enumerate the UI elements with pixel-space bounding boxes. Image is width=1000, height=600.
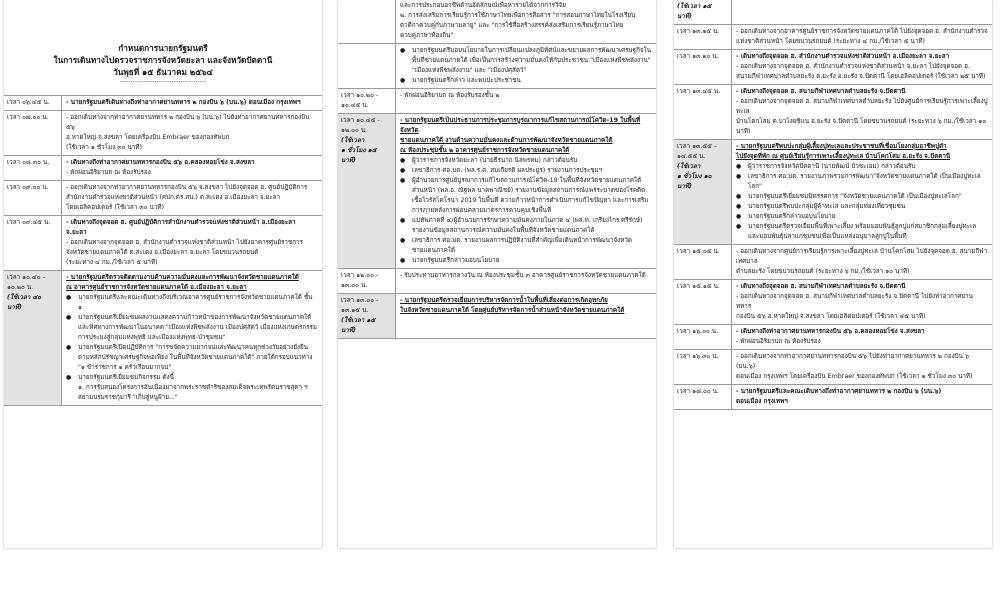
time-label: เวลา ๑๖.๐๐ น. xyxy=(677,328,719,335)
bullet-text: นายกรัฐมนตรีเยี่ยมชมนิทรรศการ "จังหวัดชายแดนภาคใต้ เป็นเมืองปูทะเลโลก" xyxy=(748,193,962,200)
time-cell xyxy=(4,271,62,405)
bullet-text: นายกรัฐมนตรีกล่าว และพบปะประชาชน xyxy=(412,77,521,84)
activity-line: - พักผ่อนอิริยาบถ ณ ห้องรับรองชั้น ๒ xyxy=(400,92,500,99)
bullet-item xyxy=(400,156,652,166)
activity-line: ควบคู่ภาษาท้องถิ่น" xyxy=(400,32,454,39)
time-cell xyxy=(4,111,62,155)
activity-line: - เดินทางถึงจุดจอด ฮ. สำนักงานตำรวจแห่งชาติส่วนหน้า อ.เมืองยะลา จ.ยะลา xyxy=(736,53,950,60)
time-label: เวลา ๐๖.๔๕ น. xyxy=(7,99,50,106)
schedule-row xyxy=(674,279,992,325)
activity-cell xyxy=(396,294,656,338)
time-label: เวลา ๑๓.๔๕ น. xyxy=(677,88,721,95)
bullet-icon: ● xyxy=(400,77,406,84)
activity-line: - ออกเดินทางจากท่าอากาศยานทหารกองบิน ๕๖ ไปยังท่าอากาศยานทหาร ๒ กองบิน ๖ (บน.๖) xyxy=(736,353,969,370)
bullet-item xyxy=(736,162,988,172)
schedule-row xyxy=(338,113,656,269)
time-end-label: ๑๐.๔๕ น. xyxy=(341,102,369,109)
time-cell xyxy=(4,96,62,110)
activity-line: - นายกรัฐมนตรีและคณะเดินทางถึงท่าอากาศยานทหาร ๒ กองบิน ๖ (บน.๖) xyxy=(736,388,942,395)
time-label: เวลา ๑๓.๒๐ น. xyxy=(677,53,719,60)
time-label: เวลา ๐๗.๐๐ น. xyxy=(7,114,49,121)
bullet-text: แม่ทัพภาคที่ ๔/ผู้อำนวยการรักษาความมั่นคงภายในภาค ๔ (พล.ท. เกรียงไกร ศรีรักษ์) รายงานข้อมูลสถานการณ์ความมั่นคงในพื้นที่จังหวัดชายแดนภาคใต้ xyxy=(412,217,643,234)
activity-line: - นายกรัฐมนตรีพบปะกลุ่มผู้เลี้ยงปูทะเลและประชาชนที่เชื่อมโยงกลุ่มอาชีพปูดำ xyxy=(736,143,947,150)
time-cell xyxy=(338,0,396,43)
schedule-row xyxy=(338,0,656,44)
activity-line: ณ อาคารศูนย์ราชการจังหวัดชายแดนภาคใต้ อ.เมืองยะลา จ.ยะลา xyxy=(66,284,247,291)
activity-cell xyxy=(732,245,992,279)
schedule-row xyxy=(338,43,656,89)
schedule-row xyxy=(4,110,322,156)
activity-line: สนามกีฬาเทศบาลตำบลยะรัง ต.ยะรัง อ.ยะรัง จ.ปัตตานี โดยเฮลิคอปเตอร์ (ใช้เวลา ๒๕ นาที) xyxy=(736,73,986,80)
time-cell xyxy=(674,85,732,139)
activity-line: ตำบลยะรัง โดยขบวนรถยนต์ (ระยะทาง ๖ กม./ใช้เวลา ๑๐ นาที) xyxy=(736,268,910,275)
bullet-item xyxy=(66,373,318,383)
bullet-icon: ● xyxy=(400,47,406,54)
time-label: เวลา ๑๖.๓๐ น. xyxy=(677,353,719,360)
schedule-row xyxy=(674,139,992,245)
time-cell xyxy=(674,325,732,349)
time-end-label: ๑๓.๐๐ น. xyxy=(341,282,368,289)
bullet-icon: ● xyxy=(400,167,406,174)
bullet-item xyxy=(400,166,652,176)
bullet-text: นายกรัฐมนตรีและคณะเดินทางถึงบริเวณอาคารศูนย์ราชการจังหวัดชายแดนภาคใต้ ชั้น ๑ xyxy=(78,294,313,311)
activity-line: - พักผ่อนอิริยาบถ ณ ห้องรับรอง xyxy=(736,338,821,345)
bullet-item xyxy=(736,202,988,212)
bullet-icon: ● xyxy=(736,223,742,230)
activity-cell xyxy=(396,114,656,268)
activity-line: - นายกรัฐมนตรีเดินทางถึงท่าอากาศยานทหาร ๒ กองบิน ๖ (บน.๖) ดอนเมือง กรุงเทพฯ xyxy=(66,99,301,106)
title-line-2: ในการเดินทางไปตรวจราชการจังหวัดยะลา และจังหวัดปัตตานี xyxy=(53,55,273,65)
duration-label: (ใช้เวลา xyxy=(341,137,365,144)
bullet-item xyxy=(400,76,652,86)
time-label: เวลา ๑๐.๔๐ – xyxy=(7,274,46,281)
page-1 xyxy=(4,0,322,548)
duration-label: (ใช้เวลา xyxy=(677,163,701,170)
activity-line: - ออกเดินทางจากศูนย์การเรียนรู้การเพาะเลี้ยงปูทะเล บ้านโคกโสม ไปยังจุดจอด ฮ. สนามกีฬาเทศบาล xyxy=(736,248,988,265)
bullet-icon: ● xyxy=(736,213,742,220)
activity-line: กองบิน ๕๖ อ.หาดใหญ่ จ.สงขลา โดยเฮลิคอปเตอร์ (ใช้เวลา ๔๕ นาที) xyxy=(736,313,926,320)
page-2 xyxy=(338,0,656,548)
bullet-item xyxy=(736,222,988,242)
activity-cell xyxy=(732,50,992,84)
bullet-item xyxy=(400,256,652,266)
time-cell xyxy=(674,50,732,84)
time-label: เวลา ๐๙.๔๕ น. xyxy=(7,219,51,226)
schedule-row xyxy=(674,49,992,85)
time-label: (ใช้เวลา ๑๕ นาที) xyxy=(677,3,712,20)
time-end-label: ๑๒.๐๐ น. xyxy=(341,127,368,134)
activity-line: (ใช้เวลา ๑ ชั่วโมง ๓๐ นาที) xyxy=(66,144,142,151)
time-cell xyxy=(674,385,732,409)
activity-line: ไปยังจุดที่พัก ณ ศูนย์เรียนรู้การเพาะเลี้ยงปูทะเล บ้านโคกโสม อ.ยะรัง จ.ปัตตานี xyxy=(736,153,951,160)
schedule-row xyxy=(4,180,322,216)
schedule-table-2 xyxy=(338,0,656,339)
time-cell xyxy=(674,140,732,244)
time-cell xyxy=(4,216,62,270)
schedule-row xyxy=(338,88,656,114)
activity-line: (ระยะทาง ๔ กม./ใช้เวลา ๕ นาที) xyxy=(66,259,158,266)
bullet-item xyxy=(66,343,318,373)
time-cell xyxy=(4,181,62,215)
activity-line: - พักผ่อนอิริยาบถ ณ ห้องรับรอง xyxy=(66,169,151,176)
activity-cell xyxy=(396,44,656,88)
activity-line: - รับประทานอาหารกลางวัน ณ ห้องประชุมชั้น ๓ อาคารศูนย์ราชการจังหวัดชายแดนภาคใต้ xyxy=(400,272,646,279)
activity-cell xyxy=(732,85,992,139)
schedule-row xyxy=(4,155,322,181)
bullet-icon: ● xyxy=(66,294,72,301)
activity-line: - ออกเดินทางจากอาคารศูนย์ราชการจังหวัดชายแดนภาคใต้ ไปยังจุดจอด ฮ. สำนักงานตำรวจ xyxy=(736,28,988,35)
time-cell xyxy=(338,294,396,338)
bullet-icon: ● xyxy=(736,173,742,180)
schedule-table-3 xyxy=(674,0,992,410)
bullet-item xyxy=(736,212,988,222)
time-label: เวลา ๑๕.๑๕ น. xyxy=(677,283,720,290)
time-label: เวลา ๑๓.๑๕ น. xyxy=(677,28,720,35)
duration-label: ๑ ชั่วโมง ๑๐ นาที) xyxy=(677,173,712,190)
schedule-table-1 xyxy=(4,90,322,406)
title-divider: ---------------------------------------- xyxy=(119,78,207,85)
bullet-item xyxy=(400,236,652,256)
bullet-text: นายกรัฐมนตรีกล่าวมอบนโยบาย xyxy=(412,257,500,264)
time-label: เวลา ๐๙.๐๐ น. xyxy=(7,184,49,191)
time-cell xyxy=(338,114,396,268)
activity-line: จังหวัดชายแดนภาคใต้ ต.สะเตง อ.เมืองยะลา จ.ยะลา โดยขบวนรถยนต์ xyxy=(66,249,259,256)
activity-cell xyxy=(732,25,992,49)
activity-cell xyxy=(732,385,992,409)
schedule-row xyxy=(4,95,322,111)
bullet-item xyxy=(400,176,652,216)
bullet-item xyxy=(736,172,988,192)
activity-line: - ออกเดินทางจากจุดจอด ฮ. สำนักงานตำรวจแห่งชาติส่วนหน้า ไปยังอาคารศูนย์ราชการ xyxy=(66,239,303,246)
time-label: เวลา ๑๘.๐๐ น. xyxy=(677,388,719,395)
title-line-3: วันพุธที่ ๑๕ ธันวาคม ๒๕๖๔ xyxy=(113,67,213,77)
schedule-row xyxy=(674,84,992,140)
schedule-row xyxy=(674,244,992,280)
activity-cell xyxy=(62,271,322,405)
activity-line: โดยเฮลิคอปเตอร์ (ใช้เวลา ๓๐ นาที) xyxy=(66,204,164,211)
activity-cell xyxy=(62,181,322,215)
activity-line: แห่งชาติส่วนหน้า โดยขบวนรถยนต์ (ระยะทาง ๔ กม./ใช้เวลา ๕ นาที) xyxy=(736,38,925,45)
time-cell xyxy=(338,269,396,293)
activity-line: - เดินทางถึงจุดจอด ฮ. สนามกีฬาเทศบาลตำบลยะรัง จ.ปัตตานี xyxy=(736,283,906,290)
bullet-icon: ● xyxy=(400,177,406,184)
bullet-icon: ● xyxy=(736,203,742,210)
activity-line: - เดินทางถึงท่าอากาศยานทหารกองบิน ๕๖ อ.คลองหอยโข่ง จ.สงขลา xyxy=(66,159,255,166)
time-cell xyxy=(338,44,396,88)
activity-cell xyxy=(732,325,992,349)
time-cell xyxy=(4,156,62,180)
page-3 xyxy=(674,0,992,548)
schedule-row xyxy=(674,0,992,25)
bullet-item xyxy=(400,216,652,236)
activity-line: ๒. การส่งเสริมการเรียนรู้การใช้ภาษาไทยเพื่อการสื่อสาร "การสอนภาษาไทยในโรงเรียน xyxy=(400,12,636,19)
time-end-label: ๑๓.๑๕ น. xyxy=(341,307,369,314)
activity-line: - นายกรัฐมนตรีตรวจเยี่ยมการบริหารจัดการน้ำในพื้นที่เสี่ยงต่อการเกิดอุทกภัย xyxy=(400,297,608,304)
schedule-row xyxy=(674,384,992,410)
bullet-icon: ● xyxy=(400,237,406,244)
time-cell xyxy=(674,245,732,279)
bullet-item xyxy=(736,192,988,202)
schedule-row xyxy=(4,215,322,271)
activity-line: สำนักงานตำรวจแห่งชาติส่วนหน้า (ศปก.ตร.สน.) ต.สะเตง อ.เมืองยะลา จ.ยะลา xyxy=(66,194,281,201)
time-label: เวลา ๐๘.๓๐ น. xyxy=(7,159,50,166)
activity-cell xyxy=(62,216,322,270)
activity-line: ดอนเมือง กรุงเทพฯ โดยเครื่องบิน Embraer ของกองทัพบก (ใช้เวลา ๑ ชั่วโมง ๓๐ นาที) xyxy=(736,373,973,380)
time-end-label: ๑๔.๕๕ น. xyxy=(677,153,706,160)
activity-line: - ออกเดินทางจากจุดจอด ฮ. สำนักงานตำรวจแห่งชาติส่วนหน้า จ.ยะลา ไปยังจุดจอด ฮ. xyxy=(736,63,970,70)
activity-line: ตาดีกาควบคู่กับภาษามลายู" และ "การใช้สื่อสร้างสรรค์ส่งเสริมการเรียนรู้ภาษาไทย xyxy=(400,22,624,29)
bullet-text: เลขาธิการ ศอ.บต. รายงานภาพรวมการพัฒนา"จังหวัดชายแดนภาคใต้ เป็นเมืองปูทะเลโลก" xyxy=(748,173,981,190)
bullet-text: นายกรัฐมนตรีเปิดปฏิบัติการ "การขจัดความยากจนและพัฒนาคนทุกช่วงวัยอย่างยั่งยืน ตามหลักปรัชญาเศรษฐกิจพอเพียง ในพื้นที่จังหวัดชายแดนภาคใต้" ภายใต้กรอบแนวทาง "๑ ข้าราชการ ๑ ครัวเรือนยากจน" xyxy=(78,344,313,371)
activity-line: - ออกเดินทางจากจุดจอด ฮ. สนามกีฬาเทศบาลตำบลยะรัง จ.ปัตตานี ไปยังท่าอากาศยานทหาร xyxy=(736,293,973,310)
schedule-row xyxy=(338,268,656,294)
activity-line: อ.หาดใหญ่ จ.สงขลา โดยเครื่องบิน Embraer ของกองทัพบก xyxy=(66,134,230,141)
bullet-icon: ● xyxy=(736,163,742,170)
activity-cell xyxy=(732,0,992,24)
activity-cell xyxy=(732,350,992,384)
time-label: เวลา ๑๐.๒๐ - xyxy=(341,92,379,99)
time-label: เวลา ๑๓.๐๐ - xyxy=(341,297,379,304)
activity-line: - เดินทางถึงจุดจอด ฮ. ศูนย์ปฏิบัติการสำนักงานตำรวจแห่งชาติส่วนหน้า อ.เมืองยะลา จ.ยะลา xyxy=(66,219,296,236)
bullet-text: นายกรัฐมนตรีตรวจเยี่ยมพื้นที่เพาะเลี้ยง พร้อมมอบพันธุ์ลูกปูแก่สมาชิกกลุ่มเลี้ยงปูทะเล และมอบพันธุ์ปลาแก่ชุมชนเพื่อเป็นแหล่งอนุบาลลูกปูในพื้นที่ xyxy=(748,223,977,240)
time-label: เวลา ๑๓.๕๕ – xyxy=(677,143,718,150)
time-cell xyxy=(674,280,732,324)
bullet-item xyxy=(400,46,652,76)
bullet-icon: ● xyxy=(66,344,72,351)
document-title xyxy=(4,0,322,78)
activity-line: ในจังหวัดชายแดนภาคใต้ โดยศูนย์บริหารจัดการน้ำส่วนหน้าจังหวัดชายแดนภาคใต้ xyxy=(400,307,625,314)
activity-line: และการประกอบอาชีพด้านอัตลักษณ์เพื่อหารายได้จากการวิจัย xyxy=(400,2,566,9)
activity-line: บ้านโคกโสม ต.บาโงยซิแน อ.ยะรัง จ.ปัตตานี โดยขบวนรถยนต์ (ระยะทาง ๖ กม./ใช้เวลา ๑๐ นาที) xyxy=(736,118,987,135)
time-label: เวลา ๑๕.๐๕ น. xyxy=(677,248,720,255)
schedule-row xyxy=(338,293,656,339)
time-cell xyxy=(674,25,732,49)
time-end-label: ๑๐.๒๐ น. xyxy=(7,284,34,291)
bullet-icon: ● xyxy=(736,193,742,200)
bullet-item xyxy=(66,293,318,313)
bullet-text: นายกรัฐมนตรีเยี่ยมชมกิจกรรม ดังนี้ xyxy=(78,374,174,381)
bullet-text: นายกรัฐมนตรีพบปะกลุ่มผู้ค้าทะเล และกลุ่มท่องเที่ยวชุมชน xyxy=(748,203,906,210)
time-cell xyxy=(674,350,732,384)
bullet-icon: ● xyxy=(400,157,406,164)
schedule-row xyxy=(674,24,992,50)
activity-cell xyxy=(732,140,992,244)
schedule-row xyxy=(4,270,322,406)
activity-cell xyxy=(62,96,322,110)
sub-item: ๑. การรับสนองโครงการอันเนื่องมาจากพระราชดำริของสมเด็จพระเทพรัตนราชสุดา ฯ สยามบรมราชกุมารี "เก็บสู่หนูฝ้าย..." xyxy=(78,384,308,401)
time-cell xyxy=(338,89,396,113)
activity-cell xyxy=(62,111,322,155)
activity-line: - เดินทางถึงท่าอากาศยานทหารกองบิน ๕๖ อ.คลองหอยโข่ง จ.สงขลา xyxy=(736,328,925,335)
bullet-icon: ● xyxy=(400,217,406,224)
activity-line: ดอนเมือง กรุงเทพฯ xyxy=(736,398,788,405)
activity-cell xyxy=(396,0,656,43)
bullet-icon: ● xyxy=(66,374,72,381)
activity-line: - นายกรัฐมนตรีตรวจติดตามงานด้านความมั่นคงและการพัฒนาจังหวัดชายแดนภาคใต้ xyxy=(66,274,299,281)
bullet-text: นายกรัฐมนตรีกล่าวมอบนโยบาย xyxy=(748,213,836,220)
time-label: เวลา ๑๒.๐๐ - xyxy=(341,272,379,279)
time-cell xyxy=(674,0,732,24)
title-line-1: กำหนดการนายกรัฐมนตรี xyxy=(118,43,208,53)
bullet-text: เลขาธิการ ศอ.บต. รายงานผลการปฏิบัติงานที่สำคัญเพื่อเดินหน้าการพัฒนาจังหวัดชายแดนภาคใต้ xyxy=(412,237,633,254)
activity-line: ณ ห้องประชุมชั้น ๒ อาคารศูนย์ราชการจังหวัดชายแดนภาคใต้ xyxy=(400,147,570,154)
schedule-row xyxy=(674,324,992,350)
activity-cell xyxy=(396,269,656,293)
bullet-icon: ● xyxy=(400,257,406,264)
activity-line: - ออกเดินทางจากท่าอากาศยานทหารกองบิน ๕๖ จ.สงขลา ไปยังจุดจอด ฮ. ศูนย์ปฏิบัติการ xyxy=(66,184,308,191)
activity-cell xyxy=(732,280,992,324)
bullet-text: นายกรัฐมนตรีเยี่ยมชมผลงานแสดงความก้าวหน้าของการพัฒนาจังหวัดชายแดนภาคใต้ และทิศทางการพัฒนาในอนาคต "เมืองแห่งพืชพลังงาน เมืองปศุสัตว์ เมืองแห่งเกษตรกรรมการประมงสู่กลุ่มแห่งพุทธิ และเมืองแห่งพุทธ-ป่าชุมชน" xyxy=(78,314,318,341)
bullet-text: นายกรัฐมนตรีมอบนโยบายในการเปลี่ยนแปลงภูมิทัศน์และขยายผลการพัฒนาเศรษฐกิจในพื้นที่ชายแดนภาคใต้ เพื่อเป็นการสร้างความมั่นคงให้กับประชาชน "เมืองแห่งพืชพลังงาน" "เมืองแห่งพืชพลังงาน" และ "เมืองปศุสัตว์" xyxy=(412,47,652,74)
duration-label: (ใช้เวลา ๑๕ นาที) xyxy=(341,317,376,334)
duration-label: (ใช้เวลา ๔๐ นาที) xyxy=(7,294,42,311)
schedule-row xyxy=(674,349,992,385)
activity-line: - เดินทางถึงจุดจอด ฮ. สนามกีฬาเทศบาลตำบลยะรัง จ.ปัตตานี xyxy=(736,88,906,95)
bullet-text: เลขาธิการ ศอ.บต. (พล.ร.ต. สมเกียรติ ผลประยูร) รายงานการประชุมฯ xyxy=(412,167,603,174)
activity-line: - ออกเดินทางจากท่าอากาศยานทหาร ๒ กองบิน ๖ (บน.๖) ไปยังท่าอากาศยานทหารกองบิน ๕๖ xyxy=(66,114,310,131)
bullet-icon: ● xyxy=(66,314,72,321)
activity-line: - นายกรัฐมนตรีเป็นประธานการประชุมการบูรณาการแก้ไขสถานการณ์โควิด-19 ในพื้นที่จังหวัด xyxy=(400,117,641,134)
bullet-item xyxy=(66,313,318,343)
activity-line: ชายแดนภาคใต้ งานด้านความมั่นคงและด้านการพัฒนาจังหวัดชายแดนภาคใต้ xyxy=(400,137,613,144)
activity-cell xyxy=(396,89,656,113)
bullet-text: ผู้ว่าราชการจังหวัดปัตตานี (นายพัฒน์ บัวชะเอม) กล่าวต้อนรับ xyxy=(748,163,916,170)
time-label: เวลา ๑๐.๔๕ - xyxy=(341,117,380,124)
activity-line: - ออกเดินทางจากจุดจอด ฮ. สนามกีฬาเทศบาลตำบลยะรัง ไปยังศูนย์การเรียนรู้การเพาะเลี้ยงปูทะเล xyxy=(736,98,988,115)
bullet-text: ผู้อำนวยการศูนย์บูรณาการแก้ไขสถานการณ์โควิด-19 ในพื้นที่จังหวัดชายแดนภาคใต้ส่วนหน้า (พล.อ. ณัฐพล นาคพาณิชย์) รายงานข้อมูลสถานการณ์แพร่ระบาดของโรคติดเชื้อไวรัสโคโรนา 2019 ในพื้นที่ ความก้าวหน้าการดำเนินการแก้ไขปัญหา และการเสริมการภายหลังการผ่อนคลายมาตรการควบคุมเชิงพื้นที่ xyxy=(412,177,649,214)
duration-label: ๑ ชั่วโมง ๑๕ นาที) xyxy=(341,147,377,164)
activity-cell xyxy=(62,156,322,180)
bullet-text: ผู้ว่าราชการจังหวัดยะลา (นายธีรนาถ นิลพรหม) กล่าวต้อนรับ xyxy=(412,157,578,164)
